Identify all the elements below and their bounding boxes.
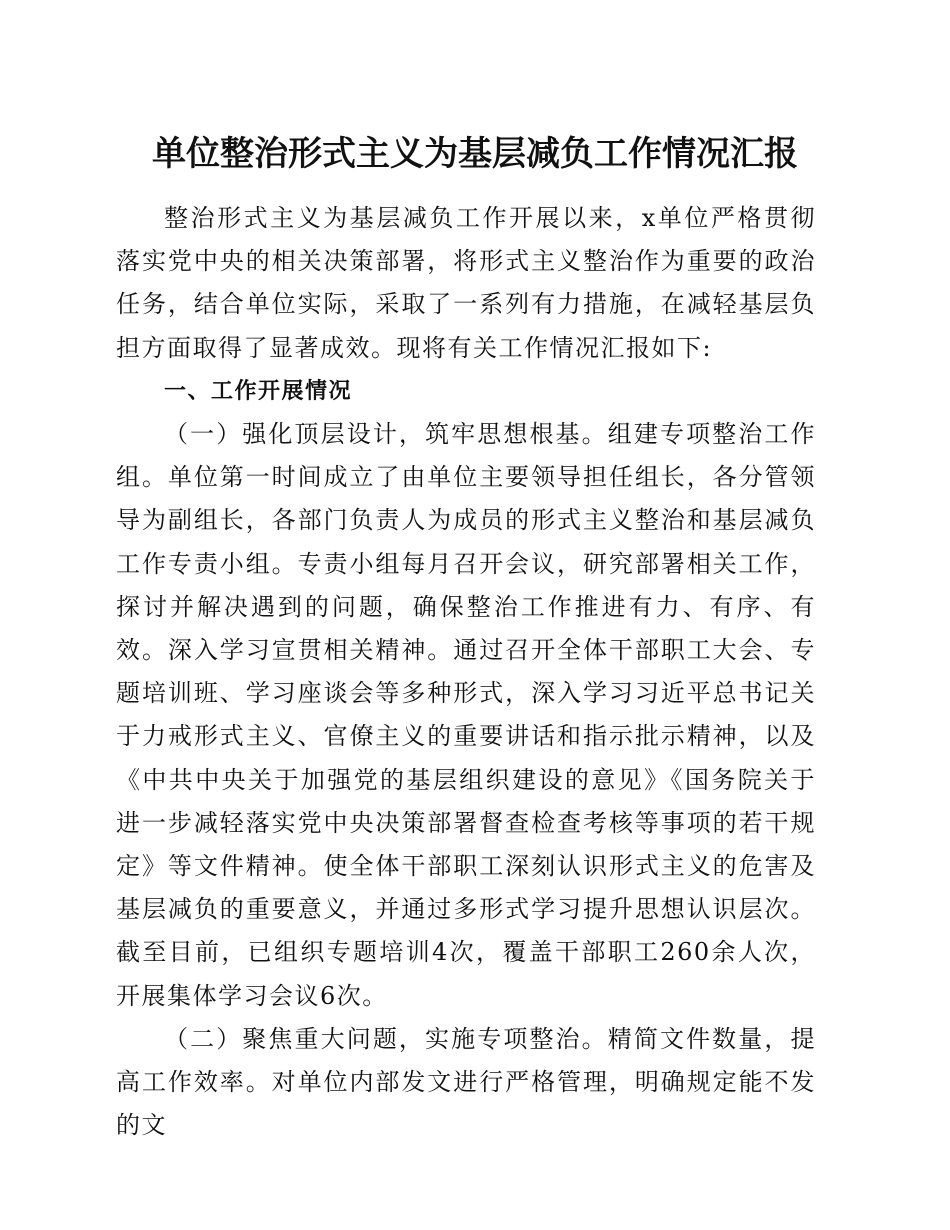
- intro-paragraph: 整治形式主义为基层减负工作开展以来，x单位严格贯彻落实党中央的相关决策部署，将形式主义整治作为重要的政治任务，结合单位实际，采取了一系列有力措施，在减轻基层负担方面取得了显著成效。现将有关工作情况汇报如下:: [116, 204, 816, 362]
- section-heading-1: 一、工作开展情况: [164, 378, 353, 404]
- document-title: 单位整治形式主义为基层减负工作情况汇报: [152, 134, 798, 174]
- section-1-paragraph-1: （一）强化顶层设计，筑牢思想根基。组建专项整治工作组。单位第一时间成立了由单位主要领导担任组长，各分管领导为副组长，各部门负责人为成员的形式主义整治和基层减负工作专责小组。专责小组每月召开会议，研究部署相关工作，探讨并解决遇到的问题，确保整治工作推进有力、有序、有效。深入学习宣贯相关精神。通过召开全体干部职工大会、专题培训班、学习座谈会等多种形式，深入学习习近平总书记关于力戒形式主义、官僚主义的重要讲话和指示批示精神，以及《中共中央关于加强党的基层组织建设的意见》《国务院关于进一步减轻落实党中央决策部署督查检查考核等事项的若干规定》等文件精神。使全体干部职工深刻认识形式主义的危害及基层减负的重要意义，并通过多形式学习提升思想认识层次。截至目前，已组织专题培训4次，覆盖干部职工260余人次，开展集体学习会议6次。: [116, 420, 816, 1010]
- document-body: [116, 197, 816, 1147]
- section-1-paragraph-2: （二）聚焦重大问题，实施专项整治。精简文件数量，提高工作效率。对单位内部发文进行严格管理，明确规定能不发的文: [116, 1024, 816, 1140]
